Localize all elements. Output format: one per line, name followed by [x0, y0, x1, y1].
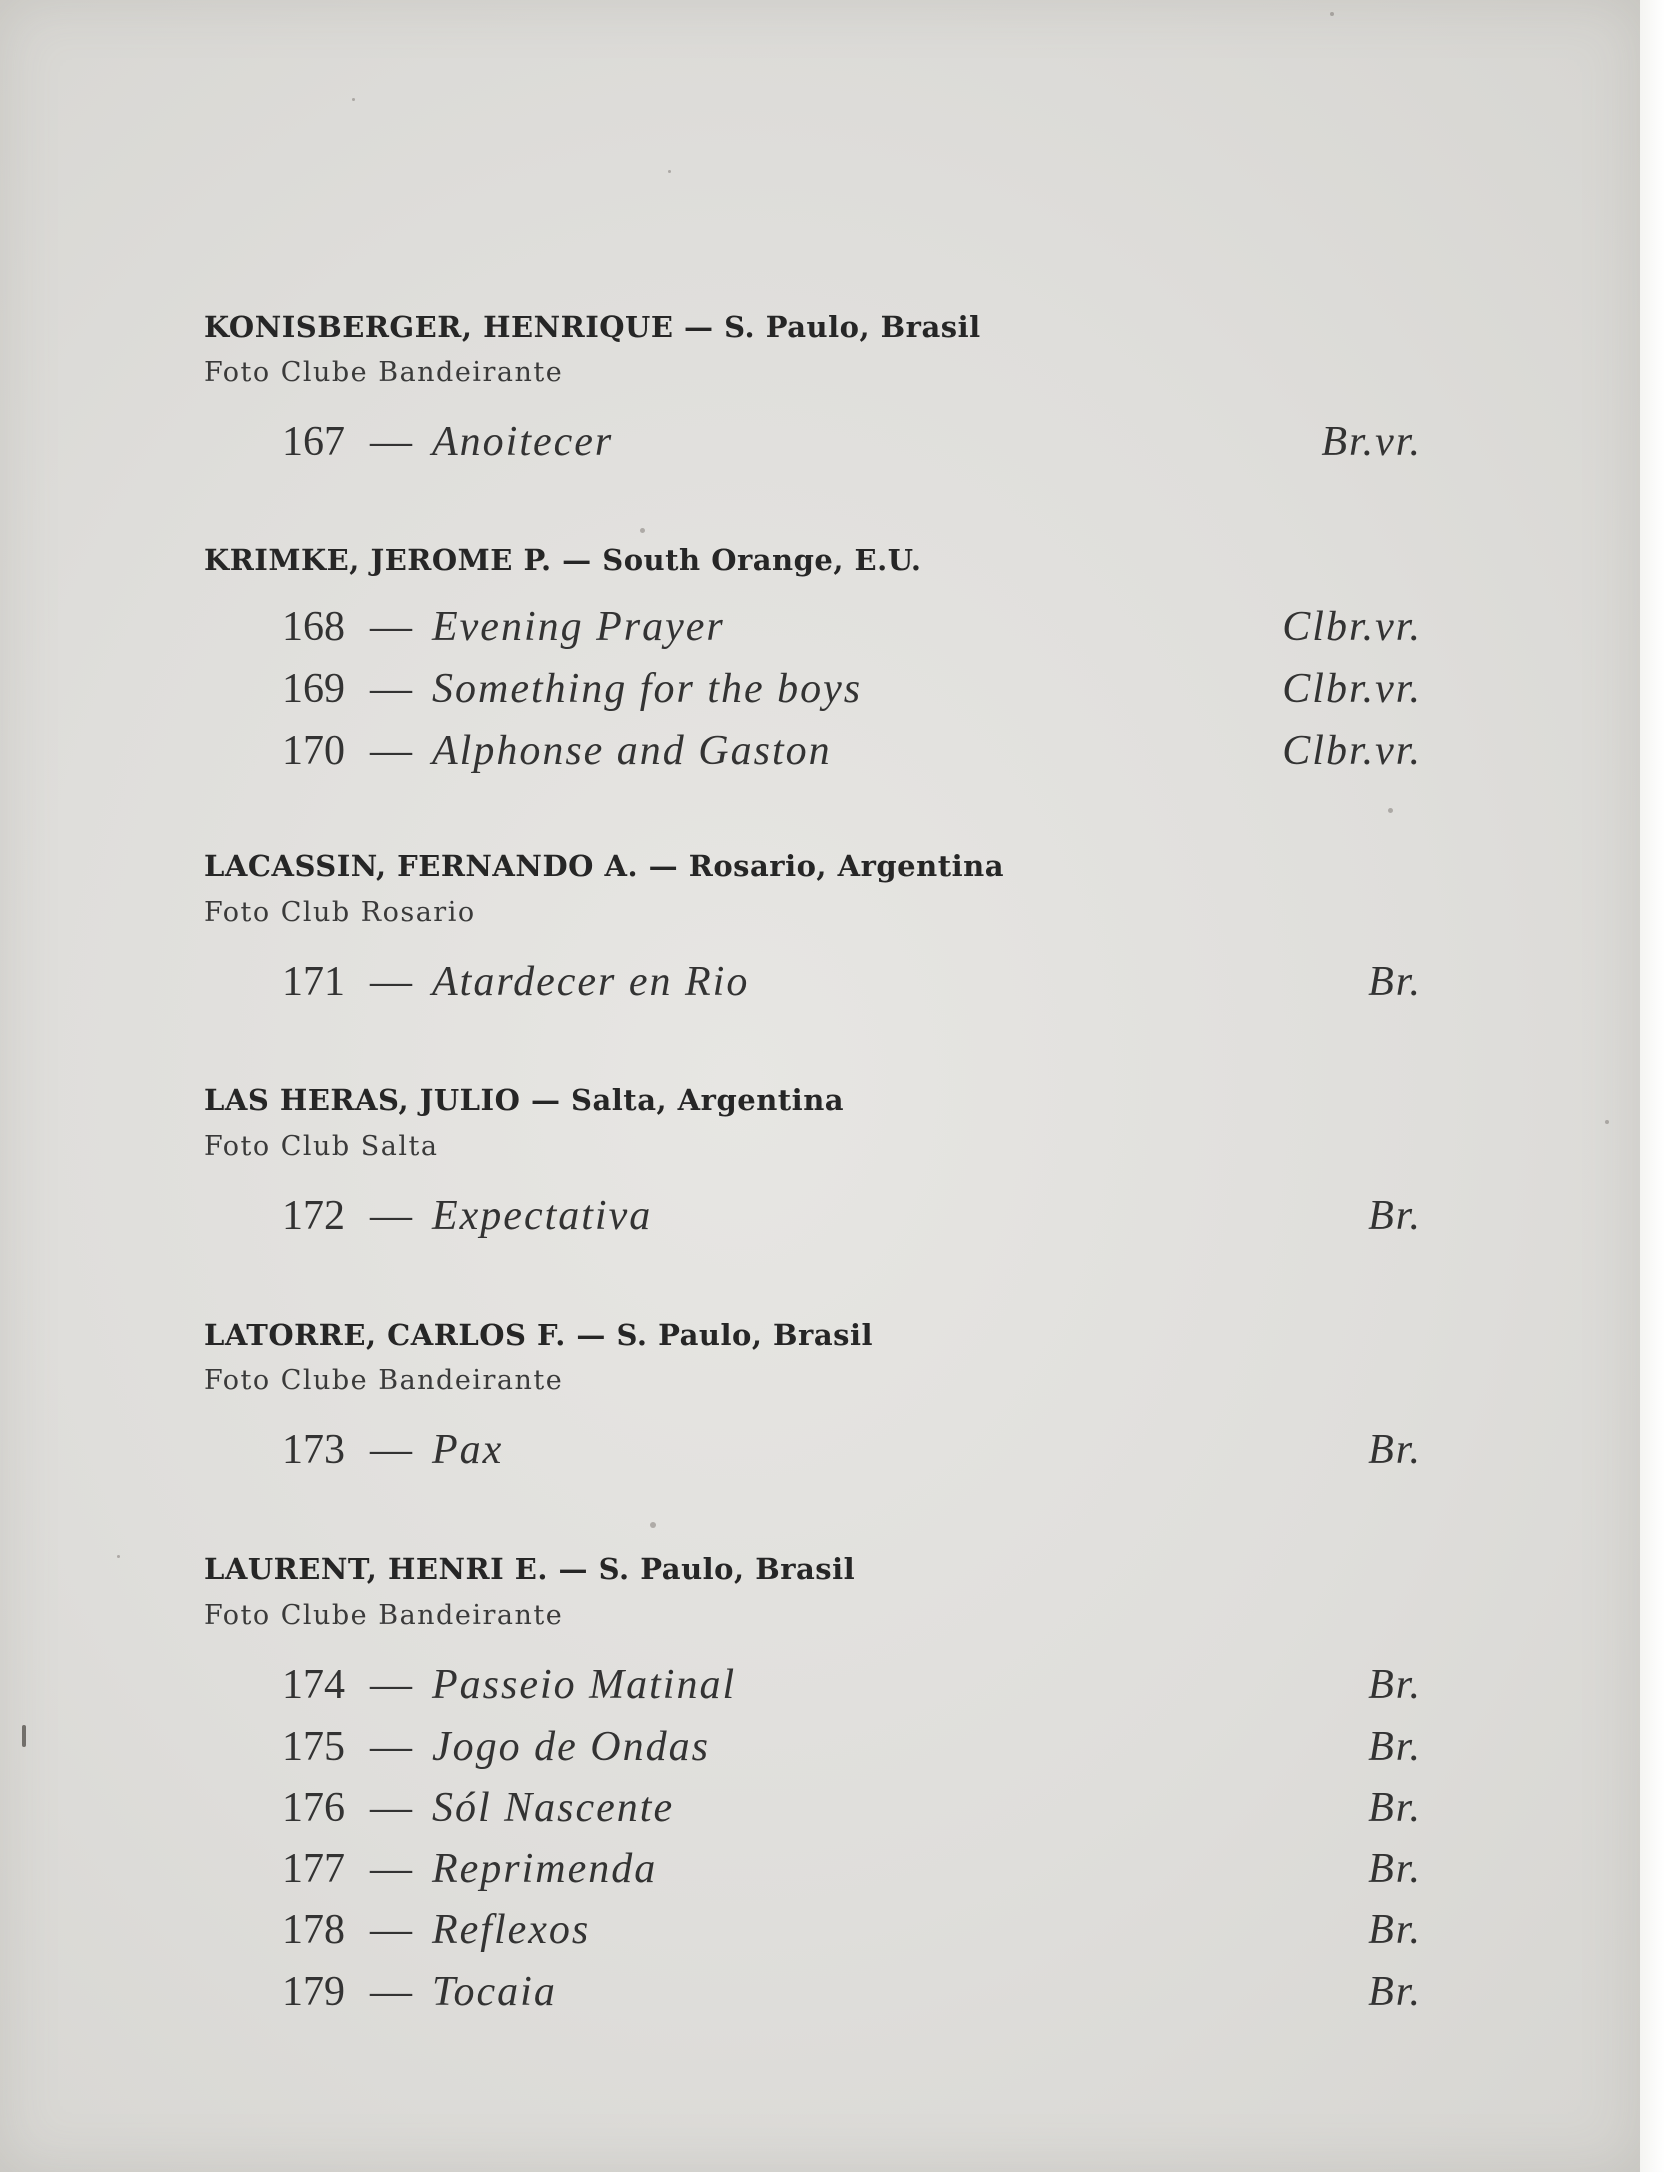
paper-speck — [22, 1725, 26, 1747]
work-row — [282, 727, 1422, 785]
club-name: Foto Club Salta — [204, 1131, 439, 1162]
work-classification: Br. — [1368, 1662, 1422, 1708]
work-row — [282, 1192, 1422, 1250]
work-classification: Br. — [1368, 1193, 1422, 1239]
paper-speck — [640, 528, 645, 533]
work-classification: Clbr.vr. — [1282, 666, 1422, 712]
work-title: Expectativa — [432, 1193, 653, 1239]
paper-speck — [1330, 12, 1334, 16]
work-title: Something for the boys — [432, 666, 863, 712]
exhibitor-header: KONISBERGER, HENRIQUE — S. Paulo, Brasil — [204, 310, 981, 344]
work-classification: Br. — [1368, 1846, 1422, 1892]
work-number: 167 — [282, 419, 345, 465]
work-row — [282, 418, 1422, 476]
work-dash: — — [370, 1969, 412, 2015]
work-dash: — — [370, 1846, 412, 1892]
club-name: Foto Clube Bandeirante — [204, 1600, 564, 1631]
work-title: Pax — [432, 1427, 504, 1473]
work-dash: — — [370, 666, 412, 712]
paper-speck — [650, 1522, 656, 1528]
work-title: Sól Nascente — [432, 1785, 675, 1831]
work-classification: Br. — [1368, 1724, 1422, 1770]
exhibitor-header: LATORRE, CARLOS F. — S. Paulo, Brasil — [204, 1318, 873, 1352]
work-title: Alphonse and Gaston — [432, 728, 832, 774]
work-number: 174 — [282, 1662, 345, 1708]
paper-speck — [117, 1555, 120, 1558]
work-classification: Br.vr. — [1321, 419, 1422, 465]
work-title: Anoitecer — [432, 419, 614, 465]
work-number: 169 — [282, 666, 345, 712]
club-name: Foto Clube Bandeirante — [204, 357, 564, 388]
work-title: Reflexos — [432, 1907, 591, 1953]
work-number: 170 — [282, 728, 345, 774]
paper-speck — [352, 98, 355, 101]
work-number: 176 — [282, 1785, 345, 1831]
work-row — [282, 1426, 1422, 1484]
work-classification: Br. — [1368, 1907, 1422, 1953]
work-dash: — — [370, 1427, 412, 1473]
work-dash: — — [370, 1785, 412, 1831]
work-title: Evening Prayer — [432, 604, 725, 650]
work-dash: — — [370, 419, 412, 465]
work-title: Passeio Matinal — [432, 1662, 737, 1708]
work-row — [282, 1661, 1422, 1719]
work-dash: — — [370, 728, 412, 774]
paper-speck — [1605, 1120, 1609, 1124]
exhibitor-header: LAS HERAS, JULIO — Salta, Argentina — [204, 1083, 845, 1117]
work-row — [282, 1906, 1422, 1964]
exhibitor-header: LAURENT, HENRI E. — S. Paulo, Brasil — [204, 1552, 856, 1586]
paper-speck — [668, 170, 671, 173]
page-edge — [1640, 0, 1665, 2172]
paper-speck — [1388, 808, 1393, 813]
work-number: 171 — [282, 959, 345, 1005]
work-number: 173 — [282, 1427, 345, 1473]
work-title: Tocaia — [432, 1969, 557, 2015]
work-row — [282, 1723, 1422, 1781]
work-dash: — — [370, 1907, 412, 1953]
work-dash: — — [370, 1724, 412, 1770]
work-classification: Br. — [1368, 1785, 1422, 1831]
work-dash: — — [370, 1193, 412, 1239]
work-title: Jogo de Ondas — [432, 1724, 710, 1770]
work-number: 179 — [282, 1969, 345, 2015]
work-number: 178 — [282, 1907, 345, 1953]
work-classification: Clbr.vr. — [1282, 604, 1422, 650]
work-number: 177 — [282, 1846, 345, 1892]
work-dash: — — [370, 959, 412, 1005]
work-row — [282, 665, 1422, 723]
work-classification: Br. — [1368, 1427, 1422, 1473]
work-row — [282, 958, 1422, 1016]
work-title: Reprimenda — [432, 1846, 658, 1892]
exhibitor-header: LACASSIN, FERNANDO A. — Rosario, Argentina — [204, 849, 1005, 883]
work-row — [282, 1968, 1422, 2026]
work-row — [282, 1784, 1422, 1842]
club-name: Foto Clube Bandeirante — [204, 1365, 564, 1396]
work-row — [282, 1845, 1422, 1903]
work-number: 168 — [282, 604, 345, 650]
work-dash: — — [370, 1662, 412, 1708]
work-row — [282, 603, 1422, 661]
exhibitor-header: KRIMKE, JEROME P. — South Orange, E.U. — [204, 543, 922, 577]
club-name: Foto Club Rosario — [204, 897, 476, 928]
work-number: 172 — [282, 1193, 345, 1239]
work-classification: Br. — [1368, 1969, 1422, 2015]
work-dash: — — [370, 604, 412, 650]
work-number: 175 — [282, 1724, 345, 1770]
work-classification: Br. — [1368, 959, 1422, 1005]
work-title: Atardecer en Rio — [432, 959, 750, 1005]
work-classification: Clbr.vr. — [1282, 728, 1422, 774]
